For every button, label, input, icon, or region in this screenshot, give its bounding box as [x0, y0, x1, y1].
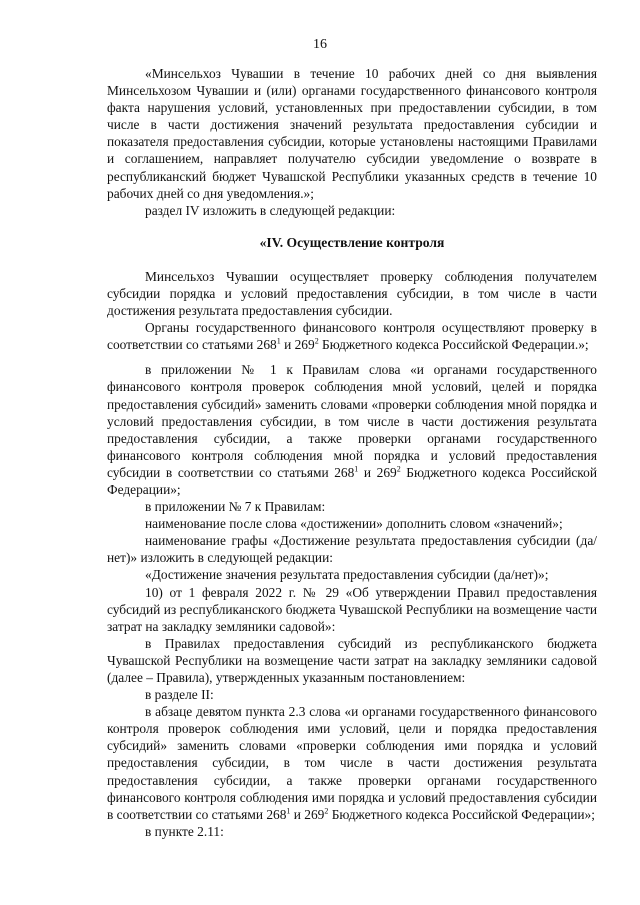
- paragraph-appendix-7: в приложении № 7 к Правилам:: [145, 499, 326, 515]
- paragraph-control-check: Минсельхоз Чувашии осуществляет проверку соблюдения получателем субсидии порядка и условий предоставления субсидии, в том числе в части достижения результата предоставления субсидии.: [107, 268, 597, 319]
- paragraph-rules: в Правилах предоставления субсидий из республиканского бюджета Чувашской Республики на возмещение части затрат на закладку земляники садовой (далее – Правила), утвержденных указанным постановлением:: [107, 635, 597, 685]
- paragraph-notification: «Минсельхоз Чувашии в течение 10 рабочих дней со дня выявления Минсельхозом Чувашии и (или) органами государственного финансового контроля факта нарушения условий, установленных при предоставлении субсидии, в том числе в части достижения значений результата предоставления субсидии и показателя предоставления субсидии, которые установлены настоящими Правилами и соглашением, направляет получателю субсидии уведомление о возврате в республиканский бюджет Чувашской Республики указанных средств в течение 10 рабочих дней со дня уведомления.»;: [107, 66, 597, 201]
- paragraph-section-iv-intro: раздел IV изложить в следующей редакции:: [145, 202, 396, 218]
- section-heading: «IV. Осуществление контроля: [259, 234, 445, 250]
- paragraph-appendix-1: в приложении № 1 к Правилам слова «и органами государственного финансового контроля проверок соблюдения мной условий, целей и порядка предоставления субсидий» заменить словами «проверки соблюдения мной порядка и условий предоставления субсидии, в том числе в части достижения результата предоставления субсидии, а также проверки органами государственного финансового контроля соблюдения мной порядка и условий предоставления субсидии в соответствии со статьями $268^1$ и $269^2$ Бюджетного кодекса Российской Федерации»;: [107, 362, 597, 497]
- paragraph-column-new-name: «Достижение значения результата предоставления субсидии (да/нет)»;: [145, 567, 549, 583]
- paragraph-section-ii: в разделе II:: [145, 687, 214, 703]
- paragraph-clause-2-11: в пункте 2.11:: [145, 823, 224, 839]
- paragraph-clause-2-3: в абзаце девятом пункта 2.3 слова «и органами государственного финансового контроля проверок соблюдения ими условий, цели и порядка предоставления субсидий» заменить словами «проверки соблюдения ими порядка и условий предоставления субсидии, в том числе в части достижения результата предоставления субсидии, а также проверки органами государственного финансового контроля соблюдения ими порядка и условий предоставления субсидии в соответствии со статьями $268^1$ и $269^2$ Бюджетного кодекса Российской Федерации»;: [107, 704, 597, 822]
- document-body: [107, 65, 597, 840]
- paragraph-column-name: наименование графы «Достижение результата предоставления субсидии (да/нет)» изложить в следующей редакции:: [107, 533, 597, 566]
- paragraph-item-10: 10) от 1 февраля 2022 г. № 29 «Об утверждении Правил предоставления субсидий из республиканского бюджета Чувашской Республики на возмещение части затрат на закладку земляники садовой»:: [107, 584, 597, 634]
- paragraph-financial-control: Органы государственного финансового контроля осуществляют проверку в соответствии со статьями $268^1$ и $269^2$ Бюджетного кодекса Российской Федерации.»;: [107, 320, 597, 353]
- page-number: 16: [313, 37, 327, 52]
- paragraph-name-change: наименование после слова «достижении» дополнить словом «значений»;: [145, 516, 563, 532]
